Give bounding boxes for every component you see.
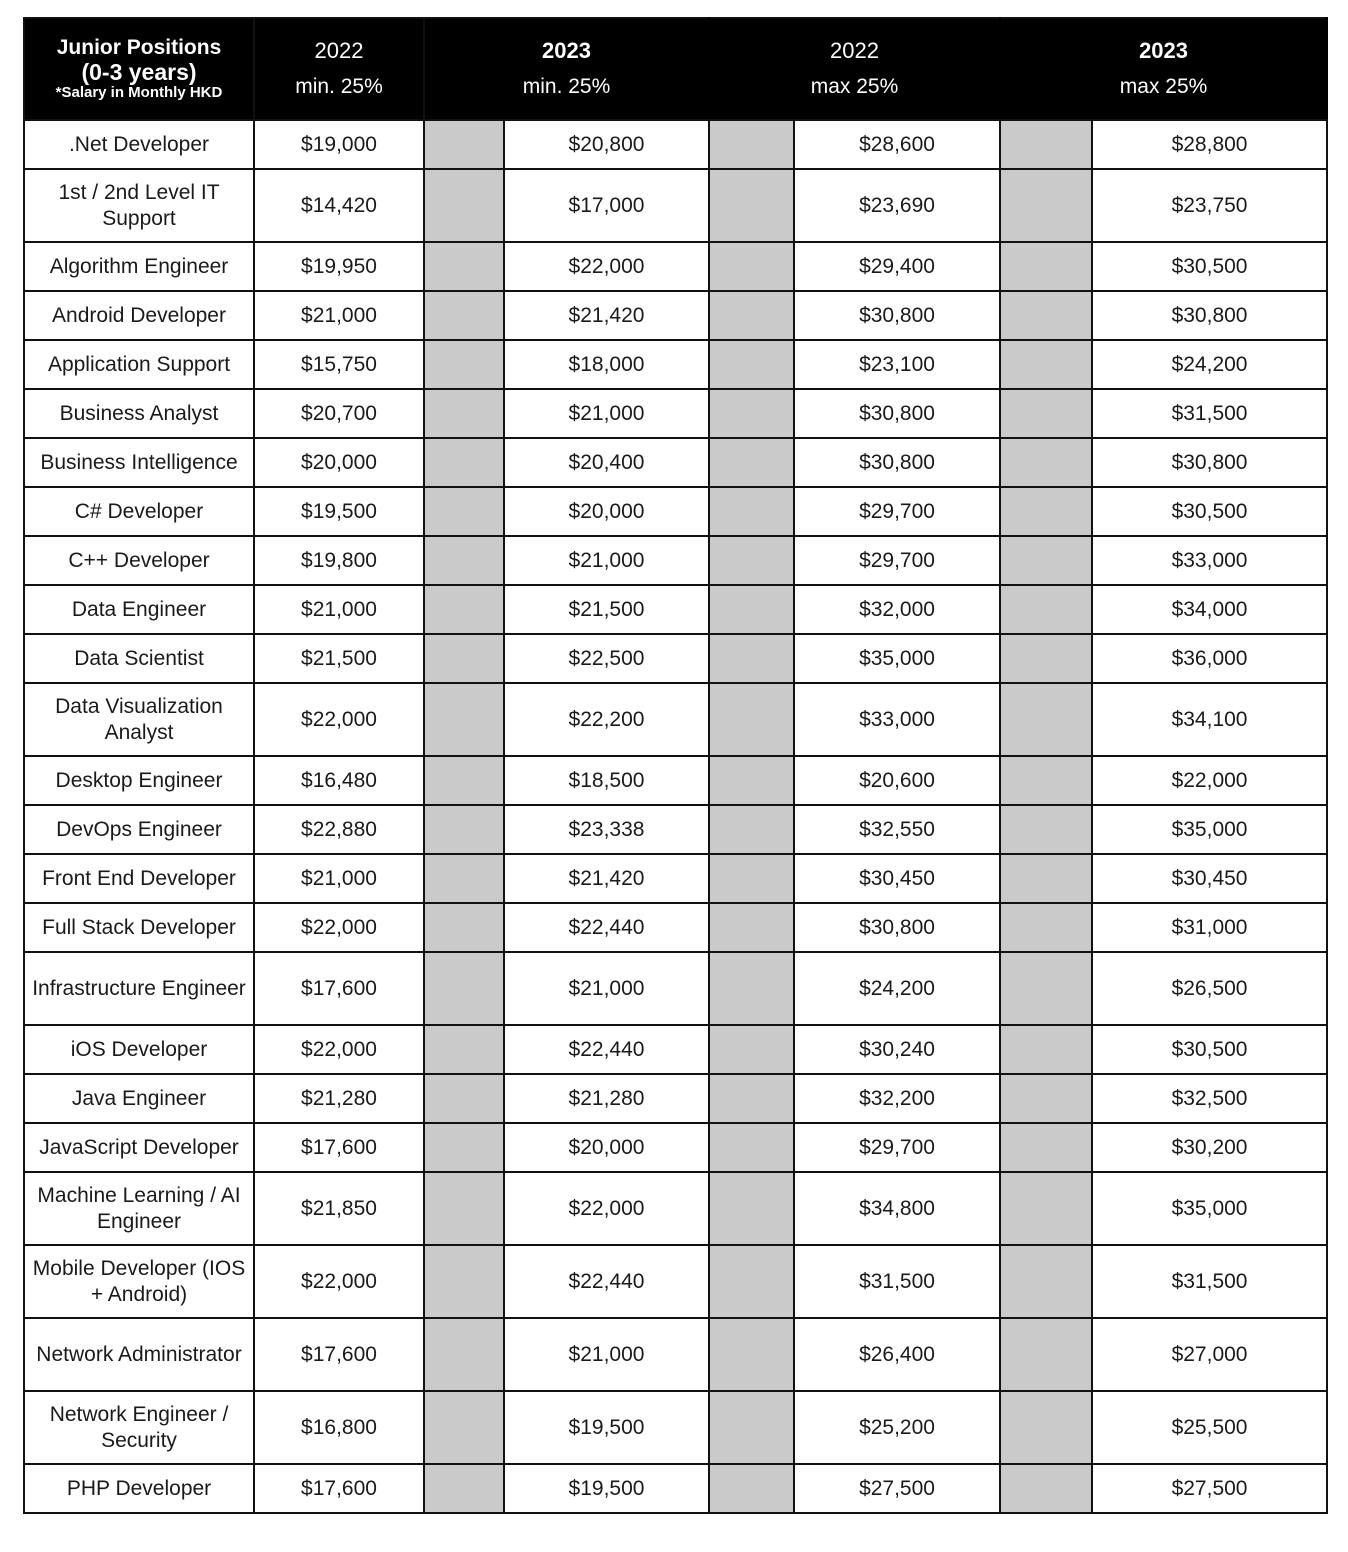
max-2022-cell: $24,200	[794, 952, 1000, 1025]
max-2023-cell: $27,500	[1092, 1464, 1327, 1513]
position-cell: Network Administrator	[24, 1318, 254, 1391]
min-2023-column-header	[424, 18, 709, 120]
gap-cell	[709, 1074, 794, 1123]
min-2022-cell: $21,000	[254, 291, 424, 340]
gap-cell	[424, 536, 504, 585]
table-row	[24, 756, 1327, 805]
max-2022-cell: $33,000	[794, 683, 1000, 756]
min-2023-cell: $19,500	[504, 1464, 709, 1513]
gap-cell	[1000, 389, 1092, 438]
min-2022-cell: $15,750	[254, 340, 424, 389]
min-2023-cell: $21,000	[504, 536, 709, 585]
gap-cell	[1000, 1074, 1092, 1123]
max-2023-cell: $25,500	[1092, 1391, 1327, 1464]
position-cell: Application Support	[24, 340, 254, 389]
gap-cell	[709, 1318, 794, 1391]
min-2022-cell: $14,420	[254, 169, 424, 242]
column-label: max 25%	[1119, 75, 1208, 98]
min-2023-cell: $20,000	[504, 487, 709, 536]
max-2022-cell: $29,700	[794, 536, 1000, 585]
gap-cell	[1000, 487, 1092, 536]
position-cell: Desktop Engineer	[24, 756, 254, 805]
position-cell: Network Engineer / Security	[24, 1391, 254, 1464]
gap-cell	[709, 756, 794, 805]
table-row	[24, 854, 1327, 903]
gap-cell	[424, 487, 504, 536]
min-2022-cell: $17,600	[254, 952, 424, 1025]
gap-cell	[424, 242, 504, 291]
gap-cell	[709, 952, 794, 1025]
max-2023-cell: $34,100	[1092, 683, 1327, 756]
min-2023-cell: $21,420	[504, 291, 709, 340]
gap-cell	[709, 242, 794, 291]
min-2023-cell: $20,800	[504, 120, 709, 169]
table-row	[24, 903, 1327, 952]
gap-cell	[709, 487, 794, 536]
max-2022-cell: $20,600	[794, 756, 1000, 805]
table-row	[24, 438, 1327, 487]
table-header-row	[24, 18, 1327, 120]
max-2023-cell: $30,200	[1092, 1123, 1327, 1172]
position-cell: Android Developer	[24, 291, 254, 340]
gap-cell	[424, 1074, 504, 1123]
gap-cell	[1000, 536, 1092, 585]
gap-cell	[1000, 169, 1092, 242]
min-2023-cell: $21,420	[504, 854, 709, 903]
max-2023-column-header	[1000, 18, 1327, 120]
max-2023-cell: $28,800	[1092, 120, 1327, 169]
max-2022-cell: $30,800	[794, 903, 1000, 952]
max-2023-cell: $31,000	[1092, 903, 1327, 952]
gap-cell	[424, 389, 504, 438]
position-cell: Machine Learning / AI Engineer	[24, 1172, 254, 1245]
max-2023-cell: $26,500	[1092, 952, 1327, 1025]
gap-cell	[1000, 291, 1092, 340]
table-row	[24, 1245, 1327, 1318]
table-body	[24, 120, 1327, 1513]
table-row	[24, 634, 1327, 683]
gap-cell	[424, 291, 504, 340]
gap-cell	[1000, 242, 1092, 291]
gap-cell	[709, 1025, 794, 1074]
column-label: min. 25%	[295, 75, 383, 98]
column-label: min. 25%	[522, 75, 611, 98]
gap-cell	[424, 1172, 504, 1245]
position-header-note: *Salary in Monthly HKD	[55, 84, 223, 101]
gap-cell	[1000, 1391, 1092, 1464]
table-row	[24, 536, 1327, 585]
gap-cell	[1000, 120, 1092, 169]
gap-cell	[709, 805, 794, 854]
max-2022-cell: $23,100	[794, 340, 1000, 389]
min-2023-cell: $22,000	[504, 1172, 709, 1245]
min-2022-cell: $19,000	[254, 120, 424, 169]
gap-cell	[1000, 952, 1092, 1025]
max-2023-cell: $30,800	[1092, 438, 1327, 487]
table-row	[24, 952, 1327, 1025]
position-cell: Data Visualization Analyst	[24, 683, 254, 756]
max-2022-cell: $23,690	[794, 169, 1000, 242]
gap-cell	[1000, 438, 1092, 487]
min-2022-column-header	[254, 18, 424, 120]
gap-cell	[1000, 1245, 1092, 1318]
gap-cell	[709, 1391, 794, 1464]
gap-cell	[709, 389, 794, 438]
max-2023-cell: $31,500	[1092, 1245, 1327, 1318]
min-2023-cell: $23,338	[504, 805, 709, 854]
min-2022-cell: $22,000	[254, 683, 424, 756]
min-2023-cell: $22,500	[504, 634, 709, 683]
position-header-title: Junior Positions	[56, 36, 222, 59]
position-cell: 1st / 2nd Level IT Support	[24, 169, 254, 242]
min-2023-cell: $18,500	[504, 756, 709, 805]
gap-cell	[709, 169, 794, 242]
gap-cell	[424, 1391, 504, 1464]
min-2022-cell: $21,500	[254, 634, 424, 683]
min-2023-cell: $21,000	[504, 389, 709, 438]
max-2022-cell: $30,800	[794, 389, 1000, 438]
max-2022-cell: $32,550	[794, 805, 1000, 854]
gap-cell	[709, 634, 794, 683]
max-2023-cell: $23,750	[1092, 169, 1327, 242]
max-2022-cell: $28,600	[794, 120, 1000, 169]
table-row	[24, 291, 1327, 340]
max-2022-cell: $29,700	[794, 1123, 1000, 1172]
max-2022-cell: $30,240	[794, 1025, 1000, 1074]
min-2022-cell: $19,800	[254, 536, 424, 585]
min-2022-cell: $21,850	[254, 1172, 424, 1245]
table-row	[24, 805, 1327, 854]
table-row	[24, 1074, 1327, 1123]
min-2023-cell: $22,440	[504, 903, 709, 952]
gap-cell	[709, 1245, 794, 1318]
gap-cell	[1000, 683, 1092, 756]
position-cell: C++ Developer	[24, 536, 254, 585]
min-2023-cell: $21,000	[504, 952, 709, 1025]
position-cell: C# Developer	[24, 487, 254, 536]
max-2023-cell: $32,500	[1092, 1074, 1327, 1123]
max-2023-cell: $30,500	[1092, 242, 1327, 291]
gap-cell	[709, 291, 794, 340]
min-2022-cell: $22,000	[254, 1025, 424, 1074]
gap-cell	[424, 169, 504, 242]
column-label: max 25%	[810, 75, 899, 98]
min-2022-cell: $21,000	[254, 585, 424, 634]
max-2023-cell: $34,000	[1092, 585, 1327, 634]
max-2022-cell: $35,000	[794, 634, 1000, 683]
max-2022-cell: $30,800	[794, 291, 1000, 340]
gap-cell	[424, 903, 504, 952]
table-row	[24, 242, 1327, 291]
gap-cell	[424, 340, 504, 389]
min-2022-cell: $17,600	[254, 1123, 424, 1172]
gap-cell	[1000, 340, 1092, 389]
min-2022-cell: $19,500	[254, 487, 424, 536]
table-row	[24, 340, 1327, 389]
position-cell: Data Scientist	[24, 634, 254, 683]
gap-cell	[1000, 634, 1092, 683]
min-2022-cell: $21,280	[254, 1074, 424, 1123]
salary-table	[23, 17, 1328, 1514]
max-2022-cell: $32,200	[794, 1074, 1000, 1123]
column-year: 2023	[542, 38, 591, 63]
column-year: 2022	[830, 38, 879, 63]
max-2022-cell: $34,800	[794, 1172, 1000, 1245]
min-2023-cell: $20,400	[504, 438, 709, 487]
gap-cell	[1000, 756, 1092, 805]
position-column-header	[24, 18, 254, 120]
table-row	[24, 683, 1327, 756]
max-2022-column-header	[709, 18, 1000, 120]
table-row	[24, 389, 1327, 438]
gap-cell	[424, 1123, 504, 1172]
table-row	[24, 1123, 1327, 1172]
max-2023-cell: $30,450	[1092, 854, 1327, 903]
max-2022-cell: $29,400	[794, 242, 1000, 291]
gap-cell	[709, 854, 794, 903]
position-cell: DevOps Engineer	[24, 805, 254, 854]
position-cell: Data Engineer	[24, 585, 254, 634]
gap-cell	[424, 1318, 504, 1391]
min-2022-cell: $19,950	[254, 242, 424, 291]
min-2023-cell: $22,200	[504, 683, 709, 756]
gap-cell	[1000, 1025, 1092, 1074]
max-2023-cell: $27,000	[1092, 1318, 1327, 1391]
min-2023-cell: $22,440	[504, 1245, 709, 1318]
position-cell: Infrastructure Engineer	[24, 952, 254, 1025]
position-cell: Mobile Developer (IOS + Android)	[24, 1245, 254, 1318]
table-row	[24, 169, 1327, 242]
position-header-range: (0-3 years)	[81, 59, 197, 85]
min-2023-cell: $17,000	[504, 169, 709, 242]
min-2023-cell: $21,280	[504, 1074, 709, 1123]
position-cell: Full Stack Developer	[24, 903, 254, 952]
table-row	[24, 1318, 1327, 1391]
min-2023-cell: $18,000	[504, 340, 709, 389]
min-2022-cell: $17,600	[254, 1464, 424, 1513]
min-2022-cell: $17,600	[254, 1318, 424, 1391]
gap-cell	[1000, 805, 1092, 854]
max-2022-cell: $26,400	[794, 1318, 1000, 1391]
gap-cell	[424, 952, 504, 1025]
min-2023-cell: $20,000	[504, 1123, 709, 1172]
table-row	[24, 1464, 1327, 1513]
gap-cell	[1000, 1318, 1092, 1391]
gap-cell	[424, 683, 504, 756]
max-2022-cell: $27,500	[794, 1464, 1000, 1513]
min-2023-cell: $21,000	[504, 1318, 709, 1391]
gap-cell	[424, 634, 504, 683]
gap-cell	[1000, 854, 1092, 903]
gap-cell	[424, 756, 504, 805]
table-row	[24, 1391, 1327, 1464]
max-2023-cell: $35,000	[1092, 805, 1327, 854]
position-cell: Business Analyst	[24, 389, 254, 438]
table-row	[24, 1025, 1327, 1074]
gap-cell	[709, 1123, 794, 1172]
min-2022-cell: $16,800	[254, 1391, 424, 1464]
position-cell: Java Engineer	[24, 1074, 254, 1123]
max-2022-cell: $30,450	[794, 854, 1000, 903]
max-2022-cell: $32,000	[794, 585, 1000, 634]
max-2022-cell: $29,700	[794, 487, 1000, 536]
gap-cell	[1000, 585, 1092, 634]
position-cell: JavaScript Developer	[24, 1123, 254, 1172]
table-row	[24, 120, 1327, 169]
min-2022-cell: $20,700	[254, 389, 424, 438]
max-2023-cell: $30,800	[1092, 291, 1327, 340]
min-2023-cell: $19,500	[504, 1391, 709, 1464]
position-cell: Front End Developer	[24, 854, 254, 903]
min-2022-cell: $22,000	[254, 1245, 424, 1318]
position-cell: Algorithm Engineer	[24, 242, 254, 291]
max-2023-cell: $35,000	[1092, 1172, 1327, 1245]
gap-cell	[424, 120, 504, 169]
min-2022-cell: $22,880	[254, 805, 424, 854]
gap-cell	[709, 120, 794, 169]
max-2023-cell: $24,200	[1092, 340, 1327, 389]
min-2023-cell: $22,440	[504, 1025, 709, 1074]
gap-cell	[1000, 1123, 1092, 1172]
gap-cell	[1000, 903, 1092, 952]
column-year: 2023	[1139, 38, 1189, 63]
max-2022-cell: $25,200	[794, 1391, 1000, 1464]
min-2022-cell: $21,000	[254, 854, 424, 903]
gap-cell	[709, 585, 794, 634]
max-2023-cell: $22,000	[1092, 756, 1327, 805]
gap-cell	[424, 438, 504, 487]
gap-cell	[709, 1464, 794, 1513]
gap-cell	[709, 683, 794, 756]
gap-cell	[1000, 1172, 1092, 1245]
gap-cell	[424, 1464, 504, 1513]
max-2022-cell: $31,500	[794, 1245, 1000, 1318]
gap-cell	[424, 1245, 504, 1318]
max-2023-cell: $33,000	[1092, 536, 1327, 585]
position-cell: PHP Developer	[24, 1464, 254, 1513]
min-2023-cell: $22,000	[504, 242, 709, 291]
gap-cell	[424, 1025, 504, 1074]
gap-cell	[709, 903, 794, 952]
max-2023-cell: $30,500	[1092, 1025, 1327, 1074]
gap-cell	[424, 585, 504, 634]
max-2023-cell: $30,500	[1092, 487, 1327, 536]
table-row	[24, 585, 1327, 634]
min-2022-cell: $16,480	[254, 756, 424, 805]
max-2022-cell: $30,800	[794, 438, 1000, 487]
position-cell: Business Intelligence	[24, 438, 254, 487]
min-2023-cell: $21,500	[504, 585, 709, 634]
min-2022-cell: $20,000	[254, 438, 424, 487]
column-year: 2022	[314, 38, 364, 63]
position-cell: .Net Developer	[24, 120, 254, 169]
gap-cell	[709, 1172, 794, 1245]
gap-cell	[1000, 1464, 1092, 1513]
position-cell: iOS Developer	[24, 1025, 254, 1074]
min-2022-cell: $22,000	[254, 903, 424, 952]
max-2023-cell: $31,500	[1092, 389, 1327, 438]
table-row	[24, 487, 1327, 536]
gap-cell	[709, 438, 794, 487]
table-row	[24, 1172, 1327, 1245]
gap-cell	[424, 805, 504, 854]
gap-cell	[424, 854, 504, 903]
max-2023-cell: $36,000	[1092, 634, 1327, 683]
gap-cell	[709, 536, 794, 585]
gap-cell	[709, 340, 794, 389]
